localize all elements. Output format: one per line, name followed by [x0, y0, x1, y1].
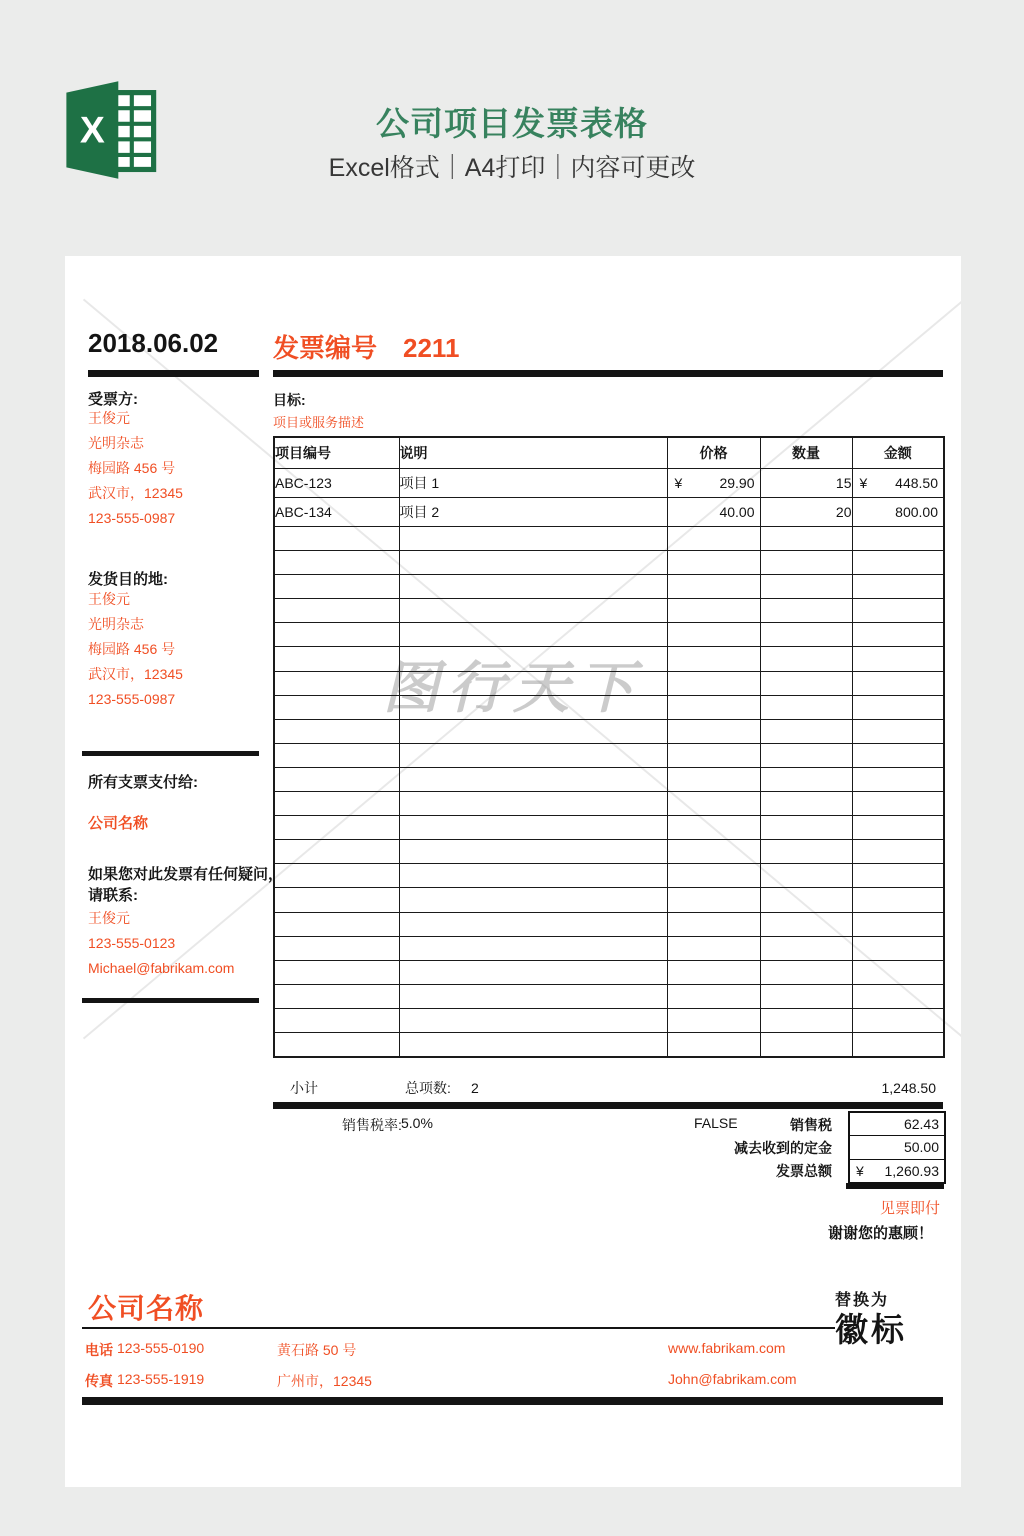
empty-cell: [274, 864, 399, 888]
empty-cell: [667, 671, 760, 695]
empty-cell: [852, 864, 944, 888]
price-value: 29.90: [719, 475, 755, 491]
table-row: [274, 498, 944, 527]
currency-symbol: ¥: [859, 475, 868, 491]
empty-cell: [760, 936, 852, 960]
empty-cell: [399, 671, 667, 695]
invoice-total-cell: [850, 1160, 944, 1182]
street-address: 黄石路 50 号: [277, 1342, 357, 1358]
amount-value: 800.00: [895, 504, 938, 520]
sales-tax-label: 销售税: [790, 1117, 832, 1133]
sales-tax-value: 62.43: [903, 1116, 939, 1133]
item-price-cell: [667, 498, 760, 527]
empty-cell: [760, 527, 852, 551]
empty-cell: [667, 888, 760, 912]
empty-cell: [399, 840, 667, 864]
empty-cell: [274, 792, 399, 816]
thank-you-note: 谢谢您的惠顾！: [827, 1225, 933, 1242]
empty-cell: [399, 1032, 667, 1057]
totals-bottom-bar: [846, 1183, 944, 1189]
empty-table-row: [274, 1008, 944, 1032]
empty-cell: [399, 599, 667, 623]
fax-label: 传真: [85, 1373, 113, 1389]
empty-cell: [667, 816, 760, 840]
empty-cell: [274, 960, 399, 984]
empty-cell: [667, 936, 760, 960]
empty-cell: [852, 695, 944, 719]
empty-table-row: [274, 527, 944, 551]
item-amount-cell: [852, 498, 944, 527]
empty-cell: [274, 743, 399, 767]
subtotal-row: [273, 1075, 943, 1102]
empty-cell: [760, 719, 852, 743]
empty-cell: [667, 575, 760, 599]
email: John@fabrikam.com: [668, 1371, 797, 1387]
empty-cell: [852, 599, 944, 623]
empty-cell: [399, 647, 667, 671]
empty-cell: [399, 816, 667, 840]
empty-cell: [399, 912, 667, 936]
item-description-cell: 项目 2: [399, 498, 667, 527]
empty-table-row: [274, 888, 944, 912]
empty-table-row: [274, 864, 944, 888]
empty-cell: [274, 840, 399, 864]
empty-cell: [274, 984, 399, 1008]
address-line: 光明杂志: [88, 435, 144, 451]
address-line: 王俊元: [88, 410, 130, 426]
bill-to-address: [88, 406, 268, 531]
empty-table-row: [274, 816, 944, 840]
empty-table-row: [274, 767, 944, 791]
logo-hint-big: 徽标: [835, 1311, 907, 1348]
empty-cell: [399, 888, 667, 912]
address-line: 梅园路 456 号: [88, 460, 176, 476]
empty-cell: [274, 816, 399, 840]
empty-cell: [667, 1008, 760, 1032]
empty-cell: [399, 960, 667, 984]
empty-cell: [399, 767, 667, 791]
empty-cell: [667, 695, 760, 719]
divider: [82, 1327, 835, 1329]
empty-cell: [760, 599, 852, 623]
empty-table-row: [274, 551, 944, 575]
ship-to-label: 发货目的地:: [88, 571, 168, 588]
questions-contact: [88, 906, 268, 981]
empty-cell: [667, 960, 760, 984]
address-line: 武汉市，12345: [88, 485, 183, 501]
empty-cell: [852, 647, 944, 671]
address-line: 王俊元: [88, 910, 130, 926]
empty-cell: [760, 551, 852, 575]
empty-cell: [760, 912, 852, 936]
address-line: 武汉市，12345: [88, 666, 183, 682]
divider: [273, 1102, 943, 1109]
empty-cell: [274, 647, 399, 671]
invoice-total-label: 发票总额: [776, 1163, 832, 1179]
item-description-cell: 项目 1: [399, 469, 667, 498]
footer-company-name: 公司名称: [88, 1293, 205, 1324]
empty-cell: [274, 767, 399, 791]
empty-cell: [760, 1008, 852, 1032]
column-header: 说明: [399, 437, 667, 469]
deposit-label: 减去收到的定金: [734, 1140, 832, 1156]
column-header: 金额: [852, 437, 944, 469]
empty-cell: [852, 912, 944, 936]
divider: [82, 1397, 943, 1405]
empty-cell: [760, 575, 852, 599]
item-count-value: 2: [471, 1080, 479, 1096]
empty-cell: [852, 767, 944, 791]
empty-cell: [852, 888, 944, 912]
svg-text:X: X: [79, 108, 105, 151]
empty-table-row: [274, 1032, 944, 1057]
empty-cell: [667, 912, 760, 936]
address-line: 梅园路 456 号: [88, 641, 176, 657]
empty-cell: [667, 1032, 760, 1057]
empty-cell: [852, 575, 944, 599]
empty-cell: [399, 792, 667, 816]
pay-to-company: 公司名称: [88, 815, 149, 832]
invoice-total-value: 1,260.93: [884, 1162, 939, 1179]
empty-cell: [760, 671, 852, 695]
empty-table-row: [274, 912, 944, 936]
empty-cell: [667, 840, 760, 864]
empty-table-row: [274, 575, 944, 599]
empty-cell: [399, 527, 667, 551]
empty-cell: [274, 599, 399, 623]
empty-cell: [399, 575, 667, 599]
empty-table-row: [274, 984, 944, 1008]
empty-table-row: [274, 623, 944, 647]
empty-cell: [760, 816, 852, 840]
empty-cell: [667, 623, 760, 647]
deposit-cell: [850, 1136, 944, 1159]
empty-cell: [852, 816, 944, 840]
empty-table-row: [274, 695, 944, 719]
pay-to-label: 所有支票支付给:: [88, 774, 198, 791]
empty-table-row: [274, 599, 944, 623]
empty-cell: [852, 840, 944, 864]
empty-table-row: [274, 647, 944, 671]
ship-to-address: [88, 587, 268, 712]
address-line: 123-555-0987: [88, 691, 176, 707]
divider: [88, 370, 259, 377]
false-flag: FALSE: [694, 1115, 738, 1131]
phone-label: 电话: [85, 1342, 113, 1358]
empty-table-row: [274, 960, 944, 984]
empty-cell: [667, 551, 760, 575]
empty-cell: [399, 864, 667, 888]
empty-cell: [274, 1032, 399, 1057]
empty-cell: [667, 647, 760, 671]
empty-cell: [399, 936, 667, 960]
totals-section: [273, 1111, 943, 1201]
line-items-table: [273, 436, 945, 1058]
empty-cell: [760, 743, 852, 767]
empty-cell: [760, 960, 852, 984]
subtotal-amount: 1,248.50: [881, 1080, 936, 1096]
empty-cell: [760, 888, 852, 912]
empty-cell: [760, 695, 852, 719]
empty-cell: [760, 984, 852, 1008]
totals-box: [848, 1111, 946, 1184]
empty-table-row: [274, 719, 944, 743]
website: www.fabrikam.com: [668, 1340, 786, 1356]
objective-description: 项目或服务描述: [273, 415, 365, 430]
empty-table-row: [274, 743, 944, 767]
empty-cell: [852, 719, 944, 743]
empty-cell: [399, 984, 667, 1008]
city-address: 广州市，12345: [277, 1373, 372, 1389]
address-line: 王俊元: [88, 591, 130, 607]
empty-cell: [760, 864, 852, 888]
empty-cell: [274, 551, 399, 575]
empty-cell: [852, 743, 944, 767]
item-amount-cell: [852, 469, 944, 498]
empty-cell: [274, 623, 399, 647]
empty-cell: [399, 695, 667, 719]
tax-rate-value: 5.0%: [401, 1115, 433, 1131]
sales-tax-cell: [850, 1113, 944, 1136]
questions-label: 如果您对此发票有任何疑问，请联系:: [88, 866, 284, 904]
empty-cell: [852, 960, 944, 984]
empty-cell: [274, 575, 399, 599]
invoice-number-value: 2211: [403, 333, 460, 363]
amount-value: 448.50: [895, 475, 938, 491]
empty-cell: [852, 1008, 944, 1032]
item-count-label: 总项数:: [405, 1080, 451, 1096]
item-price-cell: [667, 469, 760, 498]
address-line: 123-555-0123: [88, 935, 176, 951]
empty-cell: [667, 743, 760, 767]
empty-cell: [667, 984, 760, 1008]
table-row: [274, 469, 944, 498]
empty-cell: [399, 551, 667, 575]
empty-cell: [667, 864, 760, 888]
logo-hint-small: 替换为: [835, 1292, 890, 1309]
empty-cell: [852, 792, 944, 816]
empty-cell: [852, 936, 944, 960]
empty-cell: [399, 719, 667, 743]
empty-cell: [274, 1008, 399, 1032]
empty-cell: [852, 623, 944, 647]
empty-table-row: [274, 792, 944, 816]
empty-cell: [667, 767, 760, 791]
empty-cell: [667, 599, 760, 623]
currency-symbol: ¥: [674, 475, 683, 491]
invoice-number-row: [273, 328, 459, 365]
empty-cell: [399, 1008, 667, 1032]
empty-cell: [852, 671, 944, 695]
bill-to-label: 受票方:: [88, 391, 138, 408]
item-code-cell: ABC-134: [274, 498, 399, 527]
address-line: 光明杂志: [88, 616, 144, 632]
empty-table-row: [274, 936, 944, 960]
divider: [82, 751, 259, 756]
item-code-cell: ABC-123: [274, 469, 399, 498]
empty-cell: [760, 792, 852, 816]
watermark-text: 图行天下: [383, 658, 643, 720]
empty-cell: [852, 551, 944, 575]
page-subtitle: Excel格式｜A4打印｜内容可更改: [328, 154, 696, 182]
column-header: 数量: [760, 437, 852, 469]
price-value: 40.00: [719, 504, 755, 520]
empty-cell: [274, 719, 399, 743]
column-header: 价格: [667, 437, 760, 469]
objective-label: 目标:: [273, 392, 306, 408]
empty-cell: [852, 984, 944, 1008]
footer-row-1: [65, 1340, 961, 1360]
empty-cell: [274, 912, 399, 936]
total-currency: ¥: [856, 1162, 864, 1179]
empty-cell: [852, 527, 944, 551]
empty-cell: [667, 792, 760, 816]
empty-table-row: [274, 671, 944, 695]
empty-cell: [274, 695, 399, 719]
empty-cell: [760, 647, 852, 671]
empty-cell: [274, 527, 399, 551]
payment-terms: 见票即付: [879, 1200, 940, 1217]
empty-cell: [760, 767, 852, 791]
invoice-number-label: 发票编号: [273, 333, 378, 363]
page-title: 公司项目发票表格: [376, 105, 648, 142]
empty-cell: [667, 719, 760, 743]
empty-cell: [399, 743, 667, 767]
column-header: 项目编号: [274, 437, 399, 469]
divider: [82, 998, 259, 1003]
empty-cell: [760, 840, 852, 864]
empty-cell: [667, 527, 760, 551]
empty-cell: [852, 1032, 944, 1057]
invoice-date: 2018.06.02: [88, 328, 219, 358]
empty-table-row: [274, 840, 944, 864]
address-line: 123-555-0987: [88, 510, 176, 526]
empty-cell: [760, 1032, 852, 1057]
logo-placeholder: [835, 1293, 907, 1346]
subtotal-label: 小计: [290, 1080, 318, 1096]
table-header-row: [274, 437, 944, 469]
address-line: Michael@fabrikam.com: [88, 960, 235, 976]
divider: [273, 370, 943, 377]
footer-row-2: [65, 1371, 961, 1391]
item-qty-cell: 15: [760, 469, 852, 498]
deposit-value: 50.00: [903, 1139, 939, 1156]
tax-rate-label: 销售税率:: [342, 1117, 402, 1133]
empty-cell: [274, 671, 399, 695]
empty-cell: [274, 888, 399, 912]
empty-cell: [274, 936, 399, 960]
item-qty-cell: 20: [760, 498, 852, 527]
invoice-sheet: [65, 256, 961, 1487]
fax-value: 123-555-1919: [117, 1371, 205, 1387]
empty-cell: [760, 623, 852, 647]
empty-cell: [399, 623, 667, 647]
phone-value: 123-555-0190: [117, 1340, 205, 1356]
